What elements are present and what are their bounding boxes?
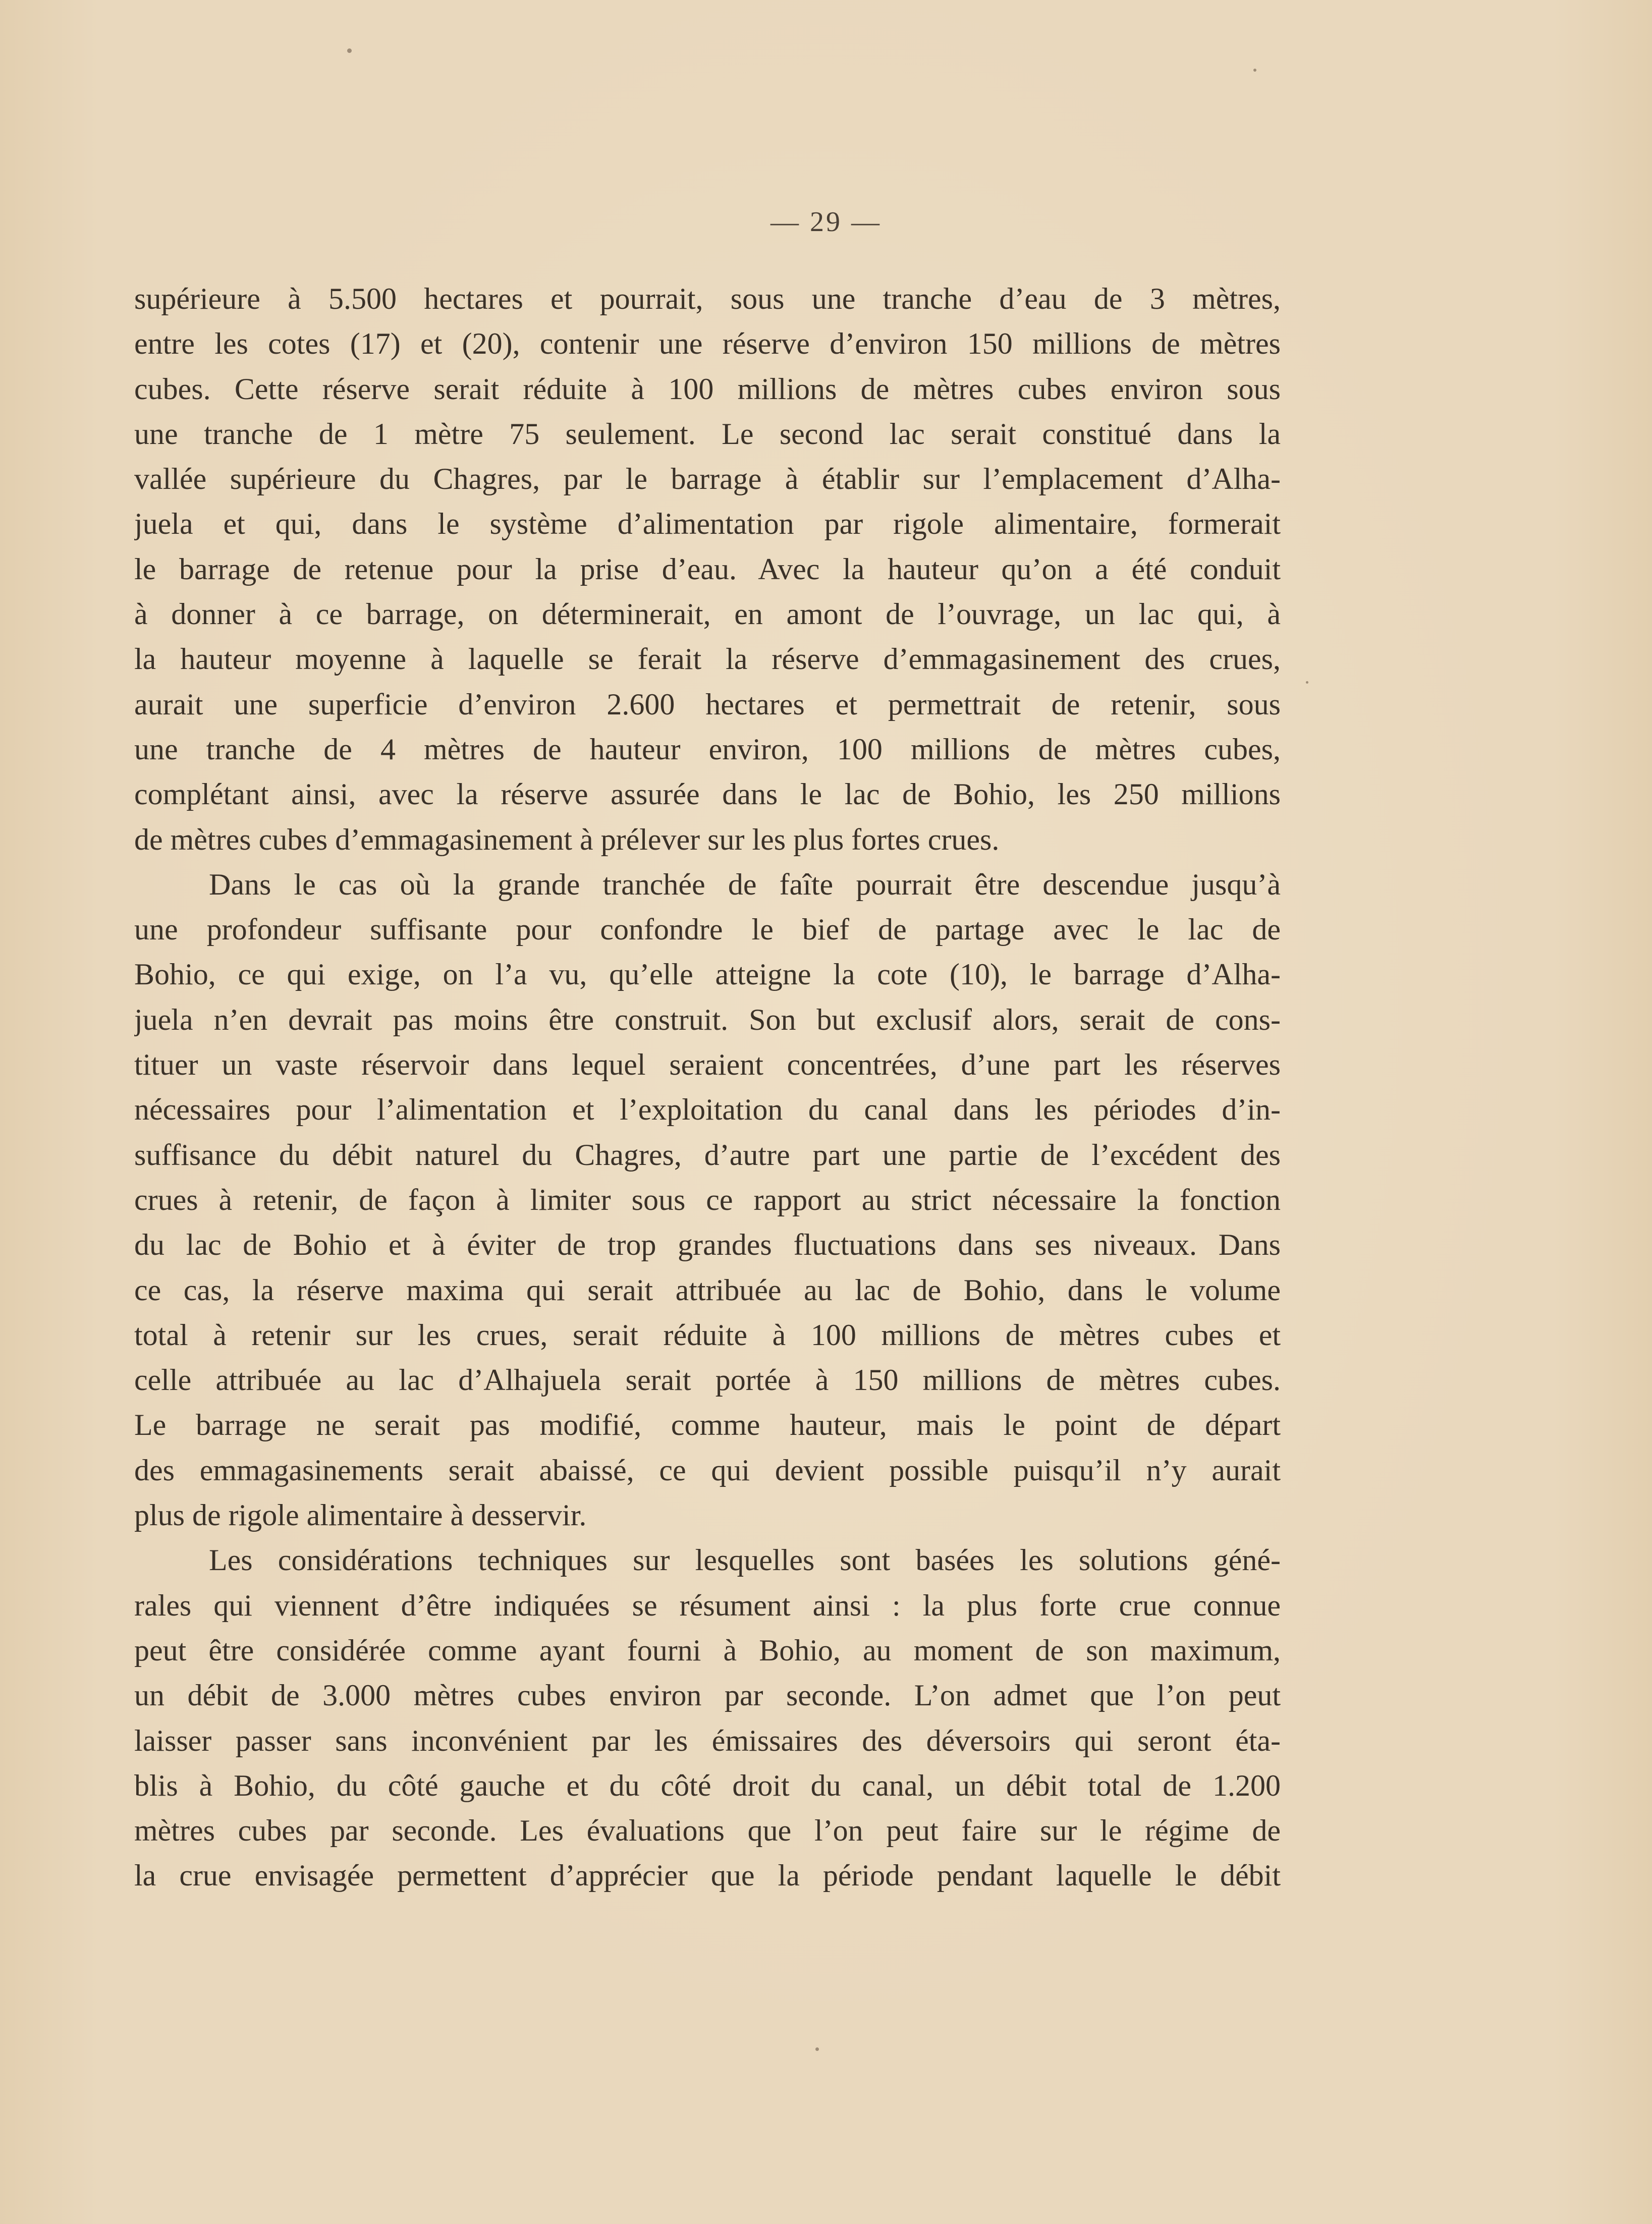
text-line: plus de rigole alimentaire à desservir. xyxy=(134,1498,587,1532)
text-line: blis à Bohio, du côté gauche et du côté droit du canal, un débit total de 1.200 xyxy=(134,1768,1281,1802)
text-line: rales qui viennent d’être indiquées se résument ainsi : la plus forte crue connue xyxy=(134,1588,1281,1622)
paragraph xyxy=(134,1538,1281,1898)
text-line: celle attribuée au lac d’Alhajuela serait portée à 150 millions de mètres cubes. xyxy=(134,1363,1281,1397)
paper-speck xyxy=(347,48,352,53)
text-line: de mètres cubes d’emmagasinement à prélever sur les plus fortes crues. xyxy=(134,822,1000,856)
text-line: à donner à ce barrage, on déterminerait, en amont de l’ouvrage, un lac qui, à xyxy=(134,597,1281,631)
text-line: le barrage de retenue pour la prise d’eau. Avec la hauteur qu’on a été conduit xyxy=(134,552,1281,586)
text-line: la hauteur moyenne à laquelle se ferait la réserve d’emmagasinement des crues, xyxy=(134,642,1281,676)
text-line: la crue envisagée permettent d’apprécier que la période pendant laquelle le débit xyxy=(134,1859,1281,1893)
text-line: une tranche de 1 mètre 75 seulement. Le second lac serait constitué dans la xyxy=(134,417,1281,451)
body-text xyxy=(134,276,1281,1899)
page-number: — 29 — xyxy=(770,206,882,238)
text-line: aurait une superficie d’environ 2.600 hectares et permettrait de retenir, sous xyxy=(134,687,1281,721)
text-line: juela n’en devrait pas moins être construit. Son but exclusif alors, serait de cons- xyxy=(134,1003,1281,1036)
text-line: tituer un vaste réservoir dans lequel seraient concentrées, d’une part les réserves xyxy=(134,1048,1281,1082)
text-line: entre les cotes (17) et (20), contenir une réserve d’environ 150 millions de mètres xyxy=(134,327,1281,361)
paper-speck xyxy=(815,2047,819,2051)
text-line: cubes. Cette réserve serait réduite à 100 millions de mètres cubes environ sous xyxy=(134,372,1281,406)
text-line: Bohio, ce qui exige, on l’a vu, qu’elle atteigne la cote (10), le barrage d’Alha- xyxy=(134,958,1281,991)
text-line: peut être considérée comme ayant fourni à Bohio, au moment de son maximum, xyxy=(134,1633,1281,1667)
text-line: ce cas, la réserve maxima qui serait attribuée au lac de Bohio, dans le volume xyxy=(134,1273,1281,1307)
text-line: mètres cubes par seconde. Les évaluations que l’on peut faire sur le régime de xyxy=(134,1814,1281,1848)
text-line: laisser passer sans inconvénient par les émissaires des déversoirs qui seront éta- xyxy=(134,1723,1281,1757)
text-line: crues à retenir, de façon à limiter sous ce rapport au strict nécessaire la fonction xyxy=(134,1183,1281,1216)
paragraph xyxy=(134,276,1281,862)
text-line: un débit de 3.000 mètres cubes environ par seconde. L’on admet que l’on peut xyxy=(134,1679,1281,1712)
text-line: une tranche de 4 mètres de hauteur environ, 100 millions de mètres cubes, xyxy=(134,732,1281,766)
text-line: Dans le cas où la grande tranchée de faîte pourrait être descendue jusqu’à xyxy=(209,867,1281,901)
text-line: du lac de Bohio et à éviter de trop grandes fluctuations dans ses niveaux. Dans xyxy=(134,1228,1281,1262)
text-line: des emmagasinements serait abaissé, ce qui devient possible puisqu’il n’y aurait xyxy=(134,1453,1281,1487)
text-line: une profondeur suffisante pour confondre le bief de partage avec le lac de xyxy=(134,913,1281,947)
text-line: total à retenir sur les crues, serait réduite à 100 millions de mètres cubes et xyxy=(134,1318,1281,1352)
text-line: Le barrage ne serait pas modifié, comme hauteur, mais le point de départ xyxy=(134,1408,1281,1442)
paragraph xyxy=(134,862,1281,1538)
text-line: complétant ainsi, avec la réserve assurée dans le lac de Bohio, les 250 millions xyxy=(134,777,1281,811)
text-line: nécessaires pour l’alimentation et l’exploitation du canal dans les périodes d’in- xyxy=(134,1093,1281,1127)
text-line: Les considérations techniques sur lesquelles sont basées les solutions géné- xyxy=(209,1543,1281,1577)
paper-speck xyxy=(1306,681,1308,684)
text-line: suffisance du débit naturel du Chagres, d’autre part une partie de l’excédent des xyxy=(134,1138,1281,1172)
text-line: supérieure à 5.500 hectares et pourrait, sous une tranche d’eau de 3 mètres, xyxy=(134,282,1281,315)
text-line: vallée supérieure du Chagres, par le barrage à établir sur l’emplacement d’Alha- xyxy=(134,462,1281,496)
text-line: juela et qui, dans le système d’alimentation par rigole alimentaire, formerait xyxy=(134,507,1281,541)
paper-speck xyxy=(1253,69,1256,72)
